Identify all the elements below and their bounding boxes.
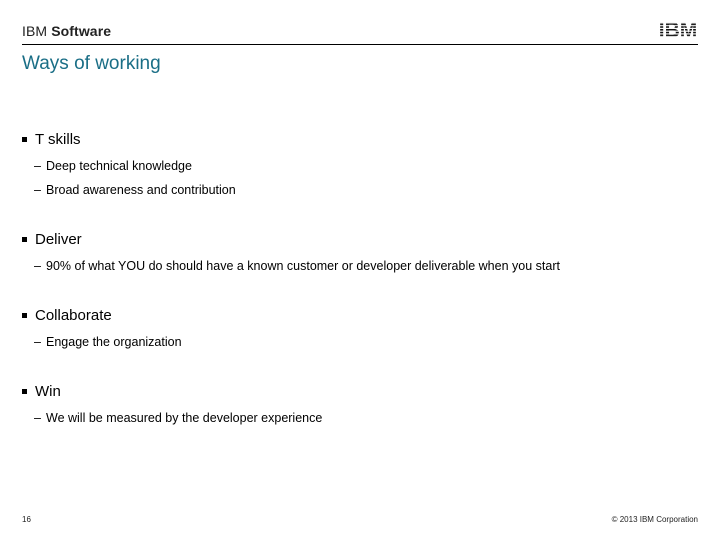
- bullet-square-icon: [22, 313, 27, 318]
- brand-software: Software: [51, 23, 112, 39]
- page-number: 16: [22, 515, 31, 524]
- slide-title: Ways of working: [22, 53, 161, 74]
- bullet-heading: Deliver: [22, 230, 698, 250]
- section-collaborate: [22, 306, 698, 350]
- bullet-heading: Win: [22, 382, 698, 402]
- copyright: © 2013 IBM Corporation: [611, 515, 698, 524]
- ibm-logo-icon: [656, 18, 700, 40]
- bullet-square-icon: [22, 389, 27, 394]
- section-deliver: [22, 230, 698, 274]
- section-t-skills: [22, 130, 698, 198]
- bullet-heading: Collaborate: [22, 306, 698, 326]
- sub-bullet: – Deep technical knowledge: [34, 159, 192, 173]
- sub-bullet: – Engage the organization: [34, 335, 182, 349]
- bullet-heading: T skills: [22, 130, 698, 150]
- brand-ibm: IBM: [22, 23, 48, 39]
- bullet-square-icon: [22, 237, 27, 242]
- brand-header: [22, 23, 111, 39]
- header-divider: [22, 44, 698, 45]
- sub-bullet: – We will be measured by the developer experience: [34, 411, 323, 425]
- slide-content: [22, 130, 698, 426]
- sub-bullet: – Broad awareness and contribution: [34, 183, 236, 197]
- section-win: [22, 382, 698, 426]
- bullet-square-icon: [22, 137, 27, 142]
- sub-bullet: – 90% of what YOU do should have a known customer or developer deliverable when you start: [34, 259, 560, 273]
- ibm-logo-text: IBM: [658, 19, 698, 40]
